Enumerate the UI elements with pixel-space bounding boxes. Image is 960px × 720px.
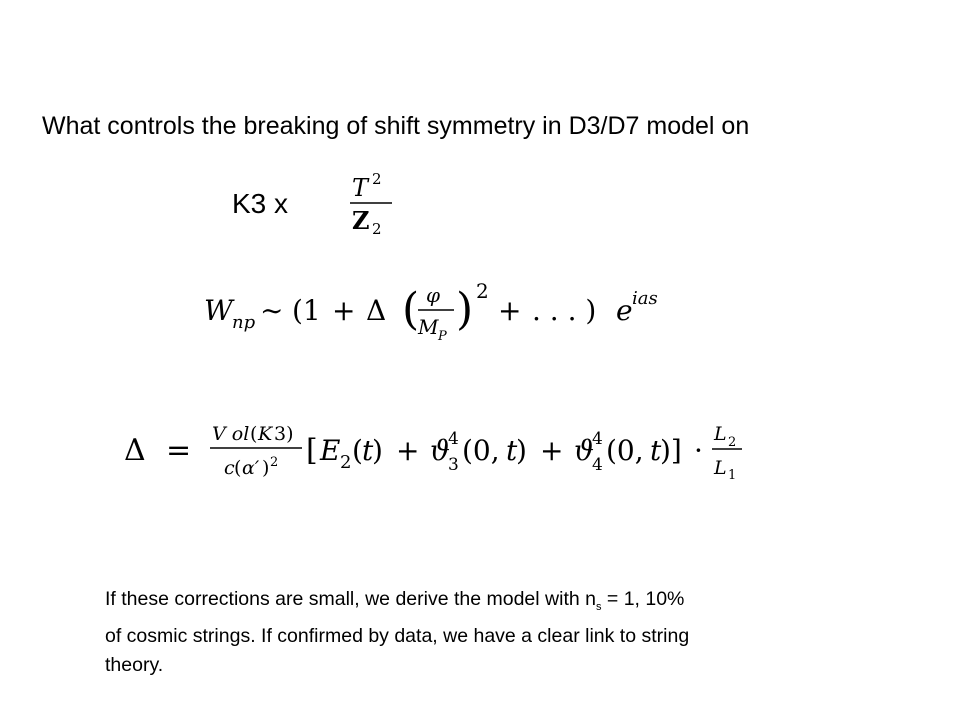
svg-text:T: T <box>352 174 369 202</box>
svg-text:ias: ias <box>632 288 658 309</box>
svg-text:ϑ: ϑ <box>430 434 451 467</box>
svg-text:2: 2 <box>728 435 737 450</box>
svg-text:(: ( <box>234 457 242 479</box>
svg-text:+: + <box>396 434 420 467</box>
svg-text:φ: φ <box>426 283 441 307</box>
svg-text:): ) <box>372 434 383 467</box>
svg-text:Z: Z <box>352 206 370 235</box>
svg-text:α′: α′ <box>242 457 260 479</box>
svg-text:2: 2 <box>372 220 382 238</box>
svg-text:4: 4 <box>592 455 603 475</box>
svg-text:): ) <box>456 284 474 335</box>
svg-text:E: E <box>320 434 341 467</box>
svg-text:t: t <box>506 434 518 467</box>
svg-text:M: M <box>418 315 439 339</box>
svg-text:4: 4 <box>448 429 459 449</box>
svg-text:Δ: Δ <box>366 294 387 327</box>
svg-text:L: L <box>714 423 727 445</box>
footnote-text <box>105 585 925 680</box>
footnote-line-2: of cosmic strings. If confirmed by data, we have a clear link to string <box>105 624 690 647</box>
svg-text:(1: (1 <box>292 294 321 327</box>
svg-text:(: ( <box>352 434 363 467</box>
svg-text:t: t <box>650 434 662 467</box>
svg-text:+: + <box>540 434 564 467</box>
svg-text:2: 2 <box>340 452 352 473</box>
svg-text:K: K <box>258 423 273 445</box>
footnote-line-3: theory. <box>105 653 164 676</box>
svg-text:[: [ <box>306 433 318 468</box>
svg-text:(: ( <box>402 284 420 335</box>
svg-text:4: 4 <box>592 429 603 449</box>
svg-text:(: ( <box>250 423 258 445</box>
torus-orbifold-fraction <box>346 168 406 238</box>
svg-text:=: = <box>166 433 192 468</box>
svg-text:. . . ): . . . ) <box>532 294 597 327</box>
svg-text:): ) <box>262 457 270 479</box>
k3-label: K3 x <box>232 188 289 219</box>
svg-text:2: 2 <box>476 279 489 303</box>
slide-heading: What controls the breaking of shift symmetry in D3/D7 model on <box>42 112 750 140</box>
svg-text:): ) <box>516 434 527 467</box>
svg-text:c: c <box>224 457 235 479</box>
svg-text:1: 1 <box>728 468 737 483</box>
svg-text:Δ: Δ <box>124 433 146 468</box>
svg-text:2: 2 <box>270 455 279 470</box>
svg-text:∼: ∼ <box>260 294 284 327</box>
svg-text:t: t <box>362 434 374 467</box>
svg-text:(0,: (0, <box>462 434 500 467</box>
delta-equation <box>120 416 840 492</box>
footnote-line-1: If these corrections are small, we derive the model with $n_s = 1$, 10% <box>105 588 685 613</box>
svg-text:·: · <box>694 434 703 467</box>
svg-text:)]: )] <box>660 434 682 467</box>
svg-text:V ol: V ol <box>212 423 250 445</box>
superpotential-equation <box>200 276 720 352</box>
svg-text:3): 3) <box>274 423 294 445</box>
svg-text:+: + <box>498 294 522 327</box>
svg-text:2: 2 <box>372 170 382 188</box>
svg-text:e: e <box>616 294 633 327</box>
svg-text:+: + <box>332 294 356 327</box>
svg-text:L: L <box>714 457 727 479</box>
svg-text:np: np <box>232 312 256 333</box>
svg-text:W: W <box>204 294 233 327</box>
svg-text:ϑ: ϑ <box>574 434 595 467</box>
svg-text:P: P <box>438 329 447 344</box>
svg-text:3: 3 <box>448 455 459 475</box>
svg-text:(0,: (0, <box>606 434 644 467</box>
